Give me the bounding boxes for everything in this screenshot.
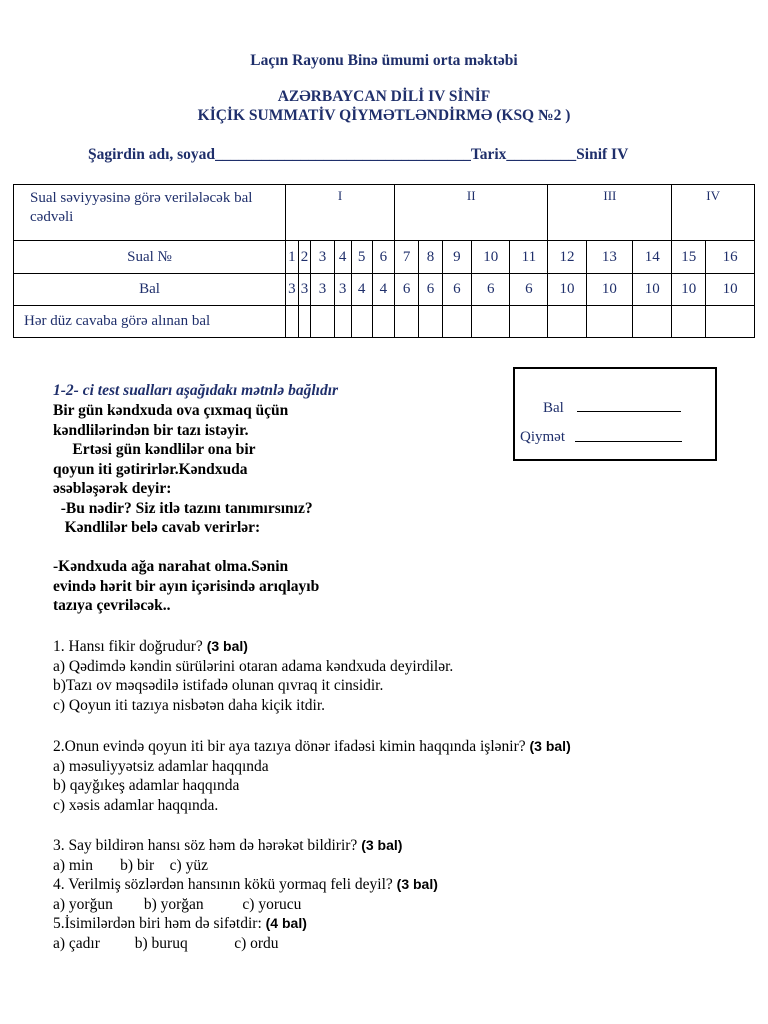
score-box-points-label: Bal bbox=[543, 400, 564, 416]
question-text: 2.Onun evində qoyun iti bir aya tazıya dönər ifadəsi kimin haqqında işlənir? bbox=[53, 738, 530, 755]
story-line: -Kəndxuda ağa narahat olma.Sənin bbox=[53, 558, 289, 575]
earned-row-label: Hər düz cavaba görə alınan bal bbox=[14, 306, 286, 338]
earned-cell[interactable] bbox=[419, 306, 442, 338]
story-line: Ertəsi gün kəndlilər ona bir bbox=[53, 441, 256, 458]
option-a[interactable]: a) Qədimdə kəndin sürülərini otaran adama kəndxuda deyirdilər. bbox=[53, 657, 454, 675]
story-line: əsəbləşərək deyir: bbox=[53, 480, 172, 497]
options-row[interactable]: a) çadır b) buruq c) ordu bbox=[53, 934, 279, 952]
points-cell: 3 bbox=[334, 274, 351, 306]
earned-cell[interactable] bbox=[472, 306, 510, 338]
question-number-cell: 7 bbox=[394, 241, 418, 274]
question-points: (3 bal) bbox=[361, 837, 403, 853]
points-cell: 3 bbox=[286, 274, 299, 306]
student-info-line bbox=[88, 146, 628, 164]
earned-cell[interactable] bbox=[394, 306, 418, 338]
points-cell: 10 bbox=[672, 274, 706, 306]
earned-cell[interactable] bbox=[706, 306, 755, 338]
question-number-cell: 1 bbox=[286, 241, 299, 274]
level-header: I bbox=[286, 185, 395, 241]
option-b[interactable]: b) qayğıkeş adamlar haqqında bbox=[53, 777, 240, 794]
points-row-label: Bal bbox=[14, 274, 286, 306]
question-number-cell: 15 bbox=[672, 241, 706, 274]
question-number-cell: 6 bbox=[372, 241, 394, 274]
question-number-cell: 9 bbox=[442, 241, 472, 274]
question-points: (3 bal) bbox=[529, 738, 571, 754]
score-table bbox=[13, 184, 755, 338]
options-row[interactable]: a) yorğun b) yorğan c) yorucu bbox=[53, 895, 302, 913]
earned-cell[interactable] bbox=[548, 306, 586, 338]
points-cell: 6 bbox=[394, 274, 418, 306]
question-number-cell: 4 bbox=[334, 241, 351, 274]
points-cell: 4 bbox=[372, 274, 394, 306]
table-corner-label: Sual səviyyəsinə görə verilələcək bal cədvəli bbox=[14, 185, 286, 241]
score-box-grade-label: Qiymət bbox=[520, 429, 565, 445]
points-cell: 4 bbox=[351, 274, 372, 306]
table-row bbox=[14, 185, 755, 241]
story-line: kəndlilərindən bir tazı istəyir. bbox=[53, 421, 249, 439]
points-cell: 3 bbox=[311, 274, 334, 306]
question-number-cell: 3 bbox=[311, 241, 334, 274]
section-title: 1-2- ci test sualları aşağıdakı mətnlə bağlıdır bbox=[53, 382, 339, 399]
question-1 bbox=[53, 637, 453, 715]
table-row bbox=[14, 306, 755, 338]
question-number-cell: 16 bbox=[706, 241, 755, 274]
student-name-blank[interactable]: _________________________________ bbox=[215, 146, 471, 163]
option-c[interactable]: c) xəsis adamlar haqqında. bbox=[53, 796, 219, 814]
option-b[interactable]: b)Tazı ov məqsədilə istifadə olunan qıvraq it cinsidir. bbox=[53, 677, 384, 694]
points-cell: 10 bbox=[633, 274, 672, 306]
points-blank[interactable] bbox=[577, 411, 681, 412]
question-text: 4. Verilmiş sözlərdən hansının kökü yormaq feli deyil? bbox=[53, 876, 397, 893]
story-line: qoyun iti gətirirlər.Kəndxuda bbox=[53, 460, 248, 478]
level-header: II bbox=[394, 185, 548, 241]
document-subtitle: KİÇİK SUMMATİV QİYMƏTLƏNDİRMƏ (KSQ №2 ) bbox=[197, 107, 571, 124]
question-number-cell: 8 bbox=[419, 241, 442, 274]
question-text: 1. Hansı fikir doğrudur? bbox=[53, 638, 207, 655]
earned-cell[interactable] bbox=[286, 306, 299, 338]
points-cell: 6 bbox=[510, 274, 548, 306]
earned-cell[interactable] bbox=[672, 306, 706, 338]
earned-cell[interactable] bbox=[311, 306, 334, 338]
earned-cell[interactable] bbox=[633, 306, 672, 338]
question-text: 3. Say bildirən hansı söz həm də hərəkət bildirir? bbox=[53, 837, 362, 854]
question-row-label: Sual № bbox=[14, 241, 286, 274]
level-header: IV bbox=[672, 185, 755, 241]
document-title: AZƏRBAYCAN DİLİ IV SİNİF bbox=[277, 88, 491, 105]
story-line: Kəndlilər belə cavab verirlər: bbox=[53, 519, 261, 536]
option-a[interactable]: a) məsuliyyətsiz adamlar haqqında bbox=[53, 757, 269, 775]
question-2 bbox=[53, 737, 571, 815]
earned-cell[interactable] bbox=[351, 306, 372, 338]
points-cell: 10 bbox=[706, 274, 755, 306]
story-line: evində hərit bir ayın içərisində arıqlayıb bbox=[53, 577, 320, 595]
date-label: Tarix bbox=[470, 146, 507, 163]
options-row[interactable]: a) min b) bir c) yüz bbox=[53, 856, 208, 874]
question-3 bbox=[53, 836, 438, 953]
earned-cell[interactable] bbox=[442, 306, 472, 338]
story-line: -Bu nədir? Siz itlə tazını tanımırsınız? bbox=[53, 499, 313, 517]
question-points: (3 bal) bbox=[396, 876, 438, 892]
question-text: 5.İsimilərdən biri həm də sifətdir: bbox=[53, 915, 266, 932]
question-number-cell: 14 bbox=[633, 241, 672, 274]
option-c[interactable]: c) Qoyun iti tazıya nisbətən daha kiçik itdir. bbox=[53, 696, 326, 714]
earned-cell[interactable] bbox=[298, 306, 311, 338]
question-number-cell: 11 bbox=[510, 241, 548, 274]
story-line: Bir gün kəndxuda ova çıxmaq üçün bbox=[53, 402, 289, 419]
earned-cell[interactable] bbox=[372, 306, 394, 338]
question-number-cell: 2 bbox=[298, 241, 311, 274]
question-points: (3 bal) bbox=[206, 638, 248, 654]
points-cell: 6 bbox=[442, 274, 472, 306]
question-number-cell: 13 bbox=[586, 241, 633, 274]
points-cell: 3 bbox=[298, 274, 311, 306]
date-blank[interactable]: _________ bbox=[506, 146, 577, 163]
story-text bbox=[53, 401, 319, 616]
question-points: (4 bal) bbox=[265, 915, 307, 931]
points-cell: 10 bbox=[548, 274, 586, 306]
level-header: III bbox=[548, 185, 672, 241]
school-name: Laçın Rayonu Binə ümumi orta məktəbi bbox=[250, 52, 518, 69]
table-row bbox=[14, 274, 755, 306]
question-number-cell: 12 bbox=[548, 241, 586, 274]
question-number-cell: 10 bbox=[472, 241, 510, 274]
table-row bbox=[14, 241, 755, 274]
grade-blank[interactable] bbox=[575, 441, 682, 442]
question-number-cell: 5 bbox=[351, 241, 372, 274]
points-cell: 10 bbox=[586, 274, 633, 306]
class-label: Sinif IV bbox=[576, 146, 629, 163]
story-line: tazıya çevriləcək.. bbox=[53, 597, 171, 614]
earned-cell[interactable] bbox=[586, 306, 633, 338]
student-name-label: Şagirdin adı, soyad bbox=[88, 146, 216, 163]
points-cell: 6 bbox=[419, 274, 442, 306]
earned-cell[interactable] bbox=[510, 306, 548, 338]
points-cell: 6 bbox=[472, 274, 510, 306]
earned-cell[interactable] bbox=[334, 306, 351, 338]
